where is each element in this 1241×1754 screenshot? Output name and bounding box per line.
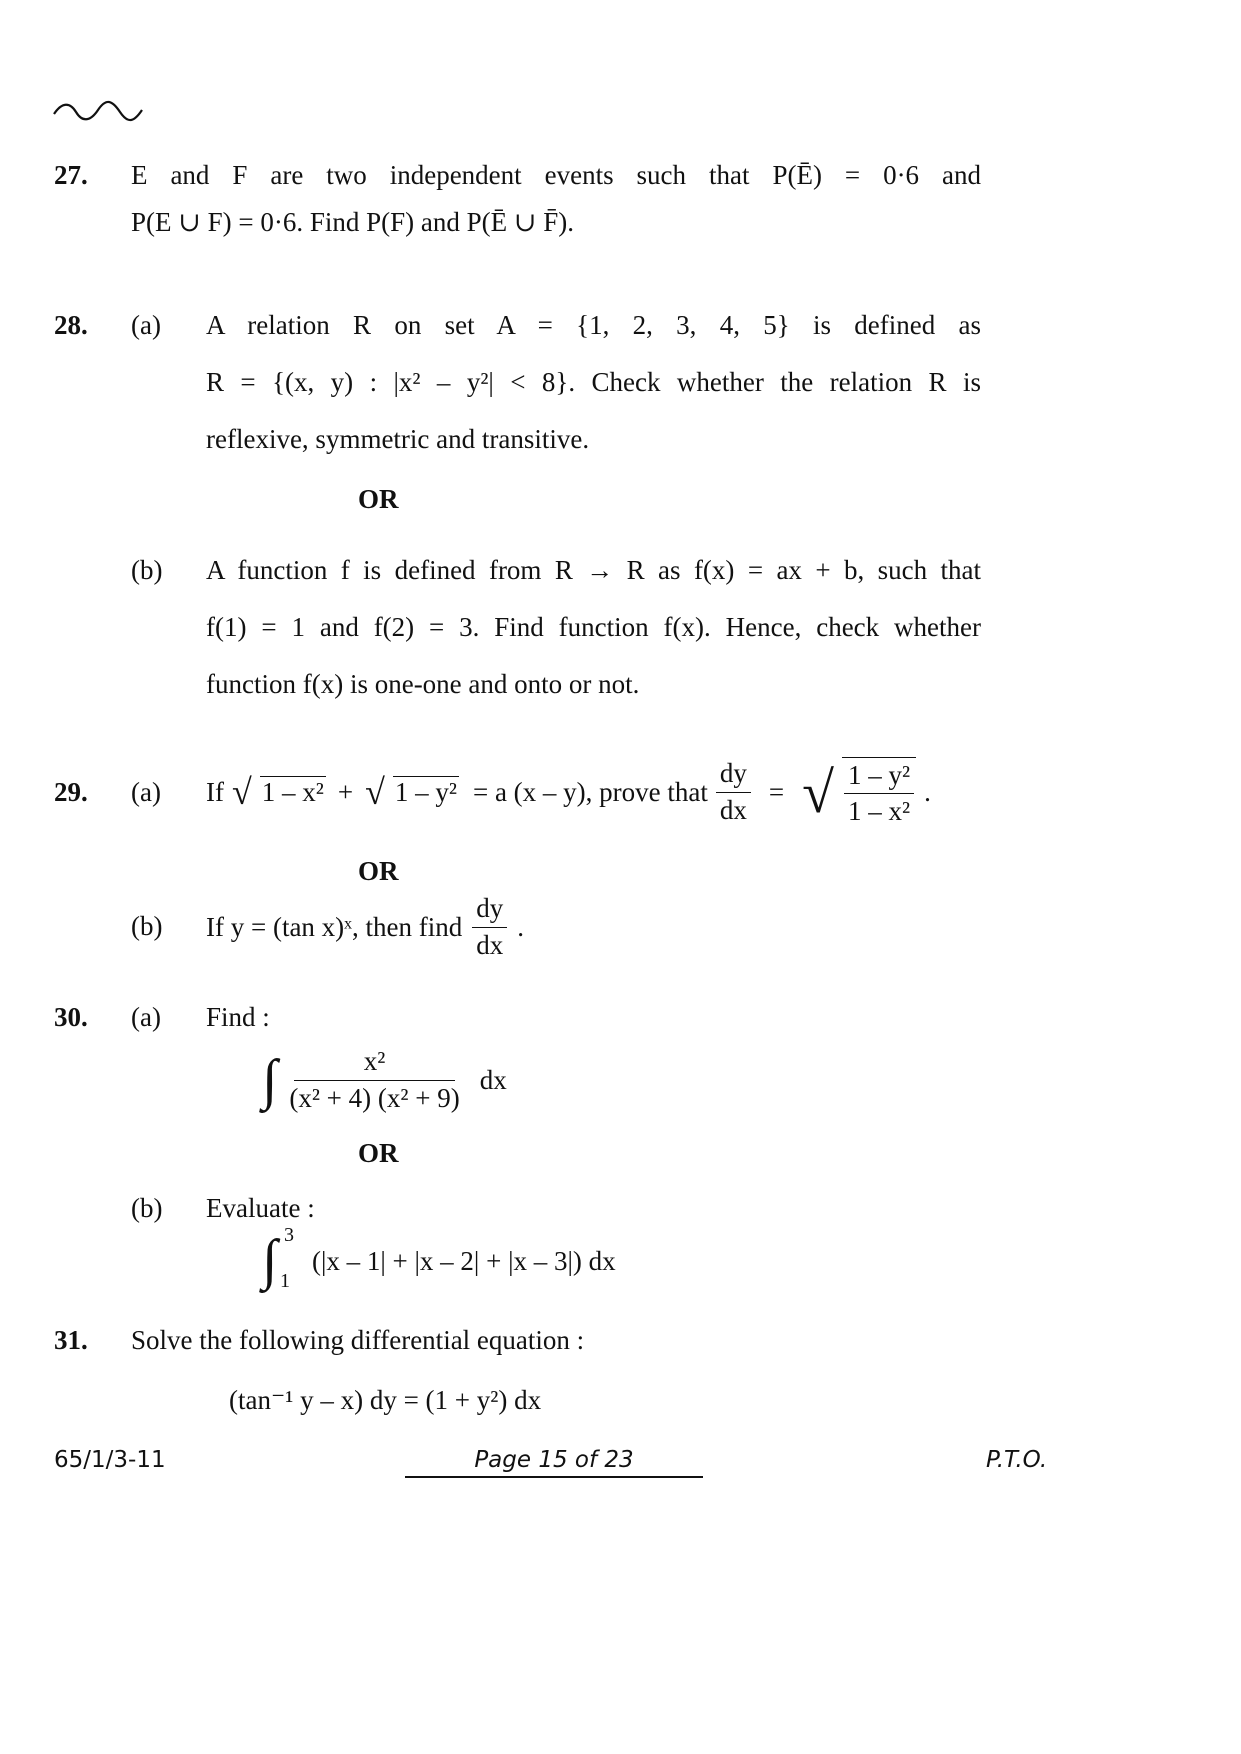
q29a-root-denominator: 1 – x² xyxy=(847,796,911,826)
question-number-27: 27. xyxy=(54,160,88,190)
q28-or-separator: OR xyxy=(358,484,399,514)
q29a-if: If xyxy=(206,776,224,807)
q29a-dy: dy xyxy=(716,758,751,792)
q29a-dy-dx-fraction xyxy=(716,758,751,825)
q27-line2: P(E ∪ F) = 0·6. Find P(F) and P(Ē ∪ F̄). xyxy=(131,207,574,237)
sqrt-icon: √ xyxy=(802,759,834,825)
q28b-line1: A function f is defined from R → R as f(x) = ax + b, such that xyxy=(206,555,981,585)
q27-line1: E and F are two independent events such that P(Ē) = 0·6 and xyxy=(131,160,981,190)
q28a-line2: R = {(x, y) : |x² – y²| < 8}. Check whether the relation R is xyxy=(206,367,981,397)
q30b-lower-limit: 1 xyxy=(280,1270,290,1292)
q29a-equation xyxy=(206,752,931,832)
q30-part-b-label: (b) xyxy=(131,1193,163,1223)
question-number-29: 29. xyxy=(54,777,88,807)
footer-rule xyxy=(405,1476,703,1478)
q30a-numerator: x² xyxy=(294,1046,456,1080)
q31-text: Solve the following differential equation : xyxy=(131,1325,585,1355)
pto-label: P.T.O. xyxy=(986,1447,1048,1473)
q28b-line3: function f(x) is one-one and onto or not. xyxy=(206,669,640,699)
q29b-dx: dx xyxy=(476,929,504,960)
q28a-line1: A relation R on set A = {1, 2, 3, 4, 5} is defined as xyxy=(206,310,981,340)
q30a-dx: dx xyxy=(479,1064,507,1095)
sqrt-icon: √ xyxy=(231,772,252,812)
q28b-line2: f(1) = 1 and f(2) = 3. Find function f(x). Hence, check whether xyxy=(206,612,981,642)
q30a-integral xyxy=(262,1040,507,1120)
q29a-radicand-2: 1 – y² xyxy=(394,777,457,807)
q29a-middle-text: = a (x – y), prove that xyxy=(472,776,708,807)
integral-icon: ∫ xyxy=(262,1049,278,1111)
q30a-find: Find : xyxy=(206,1002,270,1032)
q29a-root-numerator: 1 – y² xyxy=(844,760,914,794)
squiggle-mark xyxy=(52,98,144,133)
q29a-dx: dx xyxy=(719,794,747,825)
squiggle-icon xyxy=(52,98,144,126)
q29b-dy-dx-fraction xyxy=(472,893,507,960)
question-number-30: 30. xyxy=(54,1002,88,1032)
q29b-text: If y = (tan x)ˣ, then find xyxy=(206,911,463,942)
q30b-integrand: (|x – 1| + |x – 2| + |x – 3|) dx xyxy=(312,1246,616,1276)
q30-or-separator: OR xyxy=(358,1138,399,1168)
q29-part-a-label: (a) xyxy=(131,777,161,807)
q30a-denominator: (x² + 4) (x² + 9) xyxy=(289,1082,460,1113)
sqrt-icon: √ xyxy=(365,772,385,812)
q28-part-b-label: (b) xyxy=(131,555,163,585)
q29a-plus: + xyxy=(337,776,354,807)
q29-part-b-label: (b) xyxy=(131,911,163,941)
q29b-equation xyxy=(206,894,524,960)
q29a-dot: . xyxy=(924,776,931,807)
definite-integral-icon: ∫ xyxy=(262,1229,278,1291)
q28-part-a-label: (a) xyxy=(131,310,161,340)
q31-equation: (tan⁻¹ y – x) dy = (1 + y²) dx xyxy=(229,1385,542,1415)
q28a-line3: reflexive, symmetric and transitive. xyxy=(206,424,590,454)
q29a-root-fraction xyxy=(842,757,916,827)
q30b-upper-limit: 3 xyxy=(284,1224,294,1246)
page-number: Page 15 of 23 xyxy=(474,1447,634,1473)
q29a-equals: = xyxy=(768,776,785,807)
question-number-28: 28. xyxy=(54,310,88,340)
q30b-evaluate: Evaluate : xyxy=(206,1193,315,1223)
q29b-dot: . xyxy=(517,911,524,942)
q30-part-a-label: (a) xyxy=(131,1002,161,1032)
question-number-31: 31. xyxy=(54,1325,88,1355)
q30a-integrand-fraction xyxy=(285,1046,463,1113)
q29-or-separator: OR xyxy=(358,856,399,886)
q29b-dy: dy xyxy=(472,893,507,927)
paper-code: 65/1/3-11 xyxy=(54,1447,166,1473)
q29a-radicand-1: 1 – x² xyxy=(261,777,324,807)
